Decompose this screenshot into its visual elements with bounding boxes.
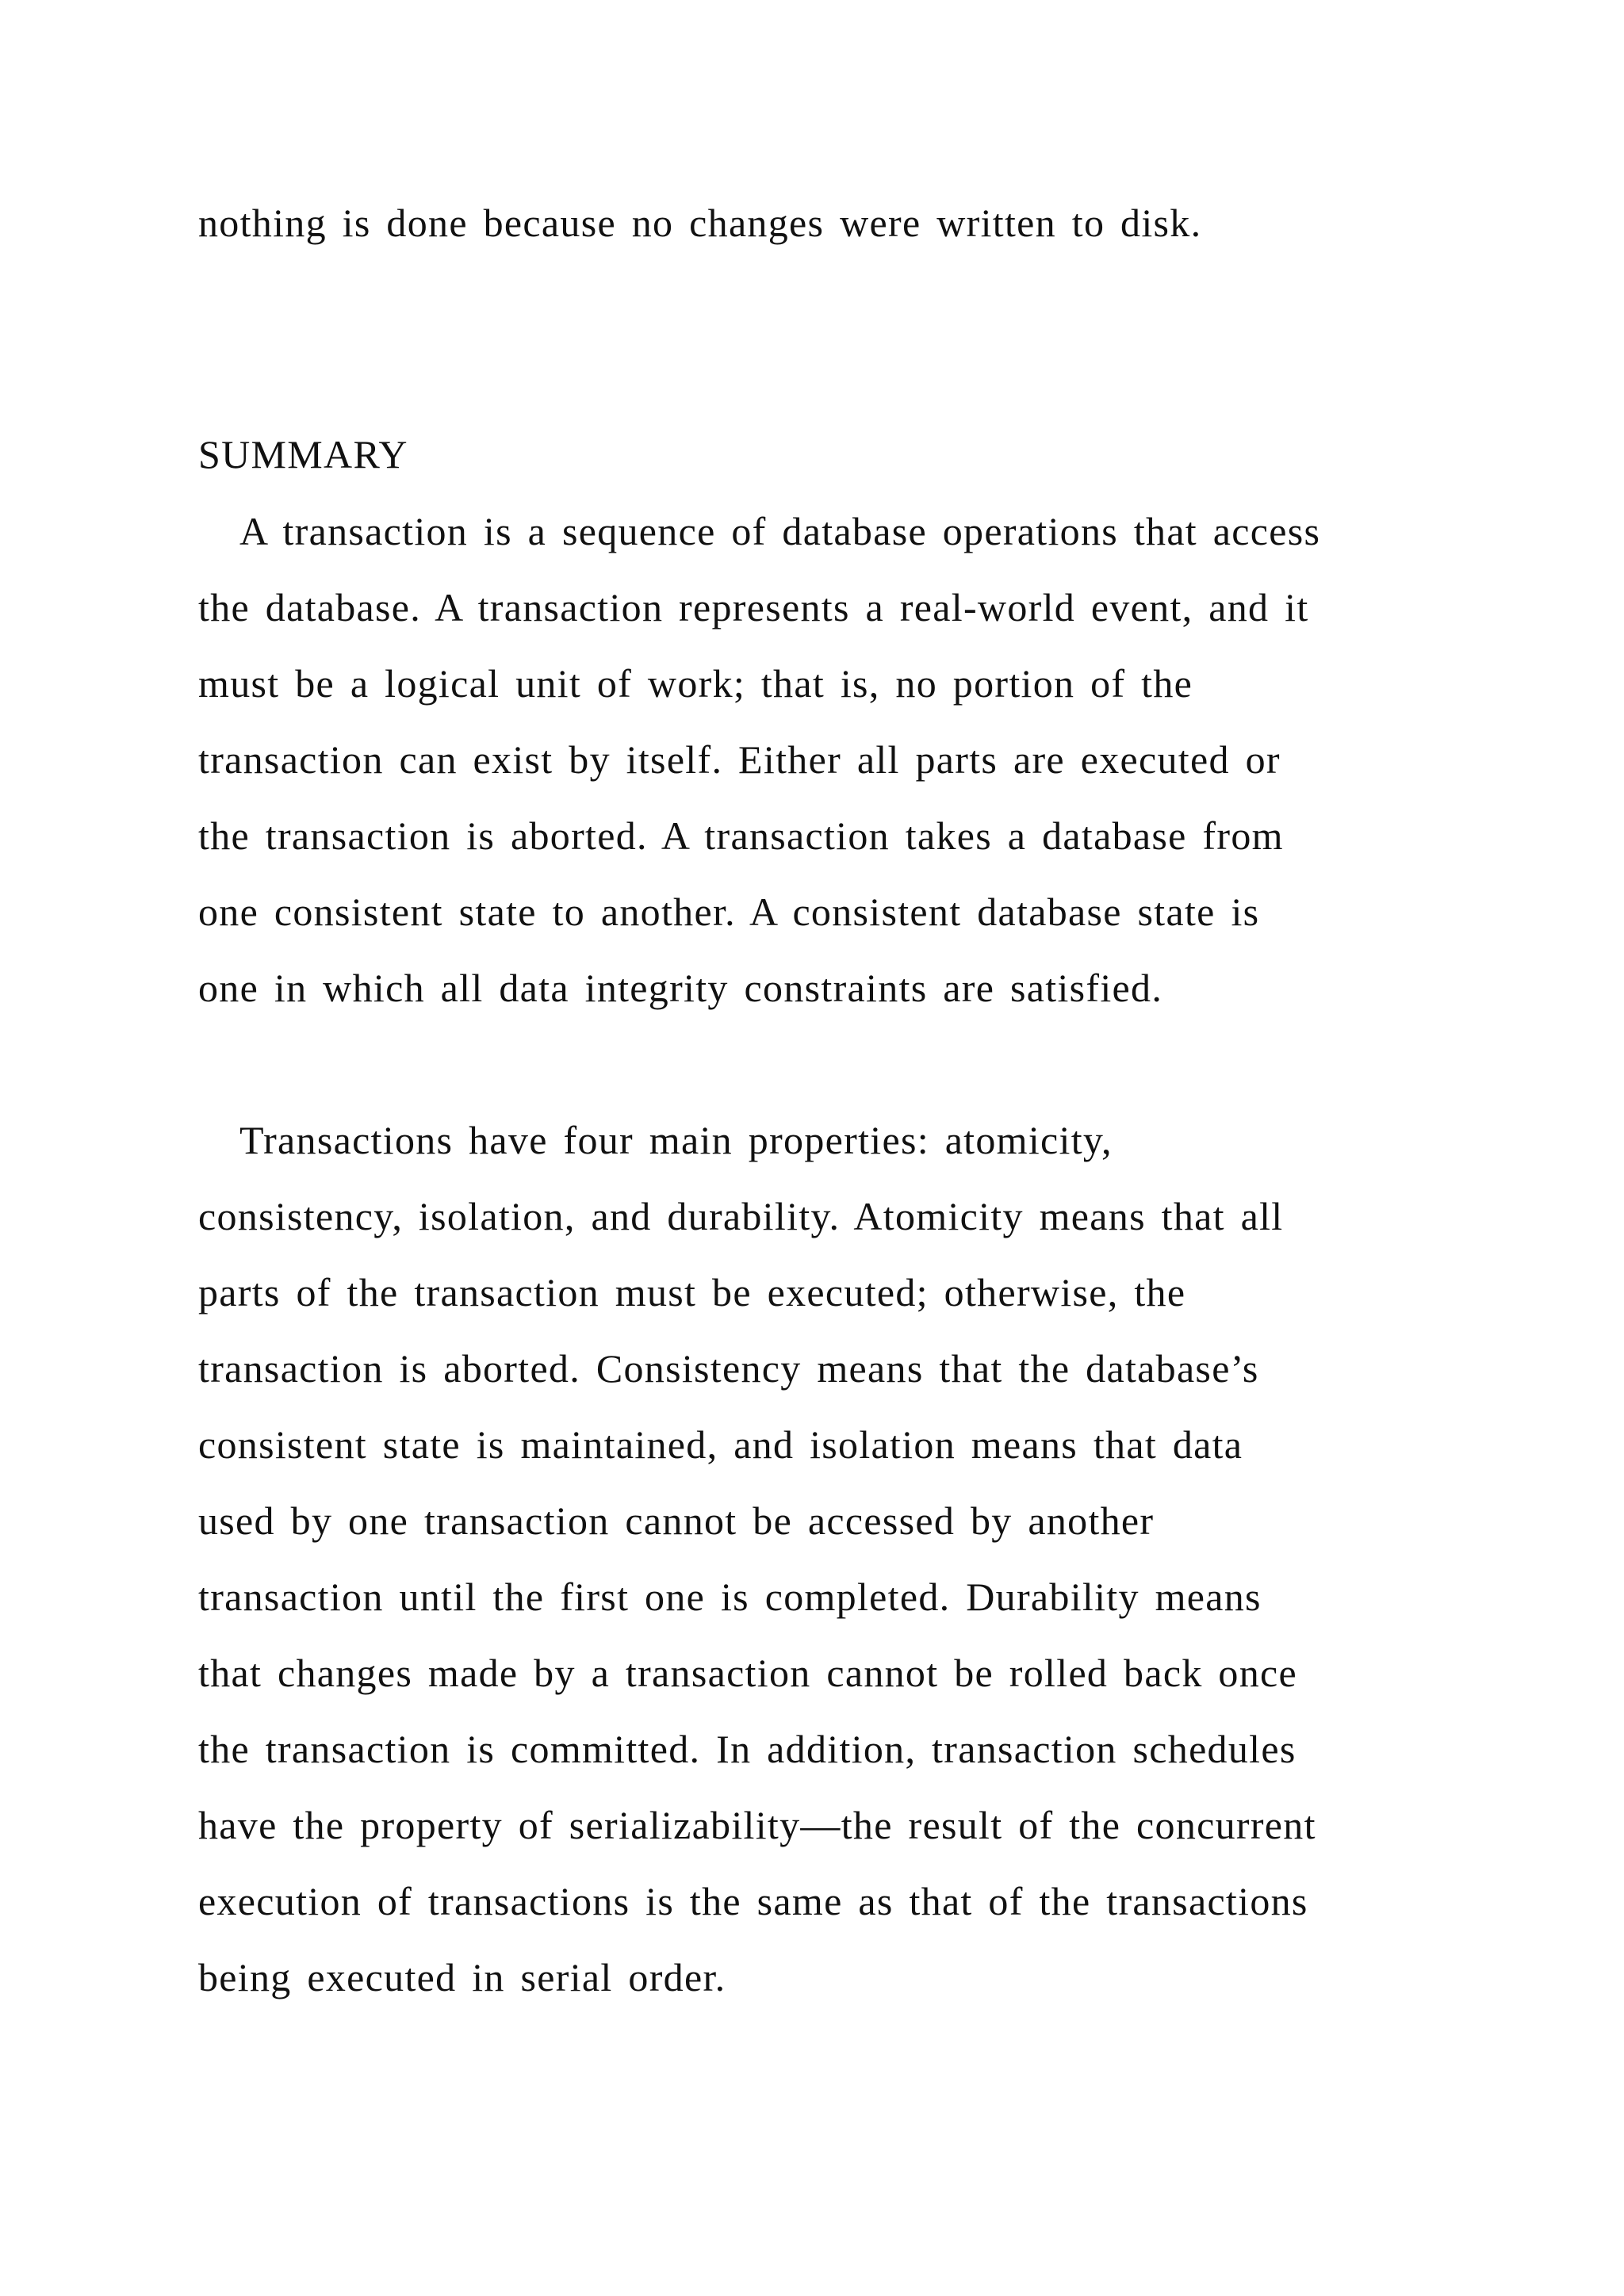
- paragraph-2-line: used by one transaction cannot be accessed by another: [198, 1498, 1155, 1543]
- paragraph-2-line: have the property of serializability—the result of the concurrent: [198, 1803, 1316, 1847]
- paragraph-1-line: one in which all data integrity constraints are satisfied.: [198, 966, 1163, 1010]
- paragraph-2-line: consistent state is maintained, and isolation means that data: [198, 1422, 1243, 1467]
- paragraph-1-line: must be a logical unit of work; that is, no portion of the: [198, 661, 1193, 706]
- paragraph-2-line: Transactions have four main properties: atomicity,: [239, 1118, 1113, 1162]
- paragraph-1-line: transaction can exist by itself. Either all parts are executed or: [198, 737, 1281, 782]
- paragraph-2-line: transaction is aborted. Consistency means that the database’s: [198, 1346, 1259, 1391]
- paragraph-1-line: one consistent state to another. A consistent database state is: [198, 890, 1260, 934]
- paragraph-2-line: consistency, isolation, and durability. Atomicity means that all: [198, 1194, 1284, 1238]
- paragraph-1-line: the database. A transaction represents a real-world event, and it: [198, 585, 1309, 629]
- paragraph-2-line: that changes made by a transaction cannot be rolled back once: [198, 1651, 1298, 1695]
- paragraph-1-line: A transaction is a sequence of database operations that access: [239, 509, 1321, 553]
- paragraph-2-line: execution of transactions is the same as that of the transactions: [198, 1879, 1308, 1923]
- paragraph-2-line: being executed in serial order.: [198, 1955, 726, 1999]
- paragraph-2-line: parts of the transaction must be executed; otherwise, the: [198, 1270, 1186, 1314]
- paragraph-2-line: transaction until the first one is completed. Durability means: [198, 1575, 1262, 1619]
- paragraph-2-line: the transaction is committed. In addition, transaction schedules: [198, 1727, 1297, 1771]
- text-line: nothing is done because no changes were written to disk.: [198, 201, 1202, 245]
- section-heading-summary: SUMMARY: [198, 432, 408, 476]
- paragraph-1-line: the transaction is aborted. A transaction takes a database from: [198, 813, 1284, 858]
